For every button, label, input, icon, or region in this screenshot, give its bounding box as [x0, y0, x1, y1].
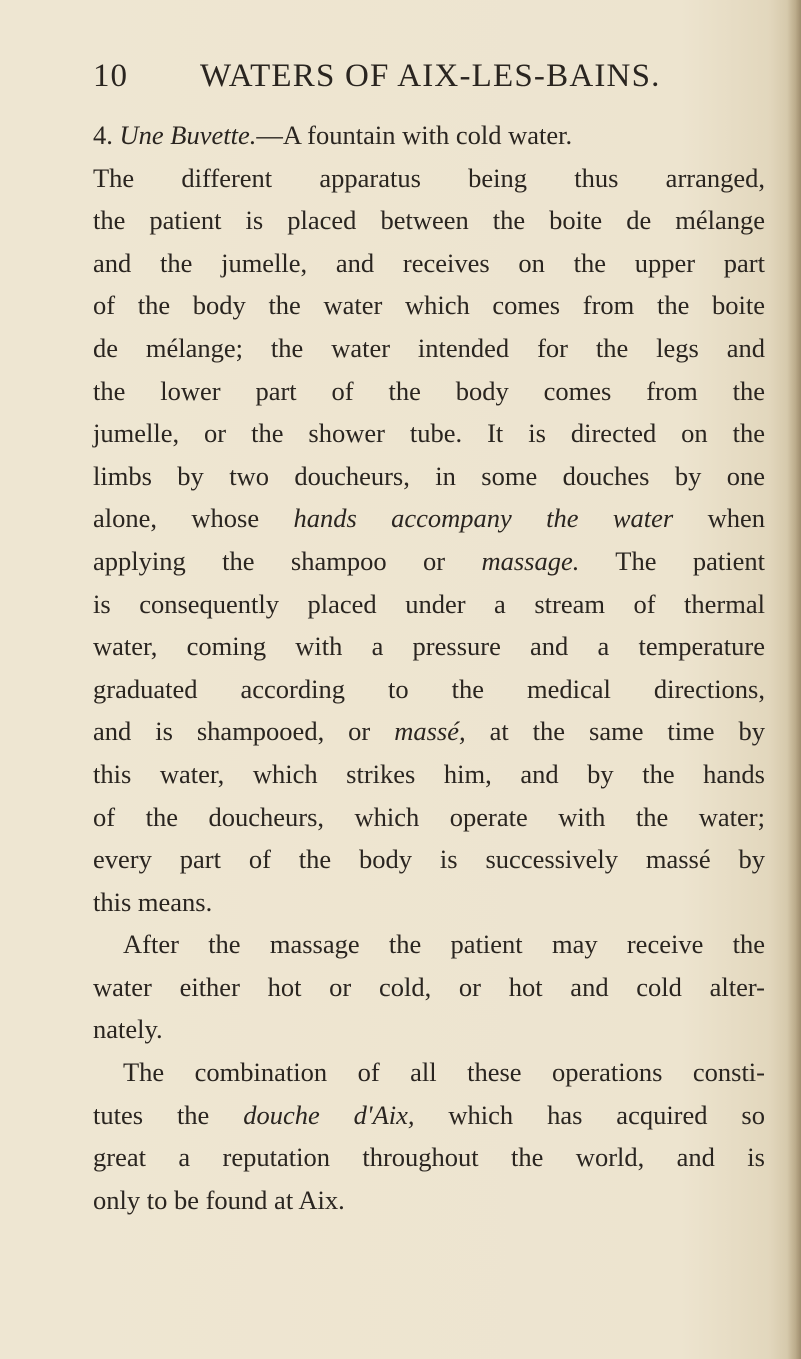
text-run: jumelle, or the shower tube. It is directed on the [93, 418, 765, 449]
text-run: —A fountain with cold water. [256, 120, 573, 150]
text-run: applying the shampoo or [93, 545, 482, 576]
text-line [93, 838, 765, 881]
text-line [93, 157, 765, 200]
text-line [93, 370, 765, 413]
page-header [0, 58, 801, 98]
text-run: the lower part of the body comes from the [93, 375, 765, 406]
text-line [93, 199, 765, 242]
text-line [93, 625, 765, 668]
italic-text-run: hands accompany the water [293, 503, 674, 534]
text-run: tutes the [93, 1099, 244, 1130]
text-run: which has acquired so [414, 1099, 765, 1130]
text-line [93, 583, 765, 626]
text-run: and the jumelle, and receives on the upper part [93, 247, 765, 278]
text-run: of the doucheurs, which operate with the water; [93, 801, 765, 832]
text-line [93, 284, 765, 327]
text-run: only to be found at Aix. [93, 1184, 345, 1215]
text-line [93, 242, 765, 285]
text-run: and is shampooed, or [93, 716, 395, 747]
text-run: is consequently placed under a stream of thermal [93, 588, 765, 619]
text-line [93, 455, 765, 498]
text-line [93, 412, 765, 455]
text-line [93, 668, 765, 711]
text-run: water either hot or cold, or hot and cold alter- [93, 971, 765, 1002]
page-number: 10 [93, 58, 128, 94]
text-run: the patient is placed between the boite de mélange [93, 205, 765, 236]
text-line [93, 796, 765, 839]
text-run: After the massage the patient may receive the [123, 929, 765, 960]
text-run: limbs by two doucheurs, in some douches by one [93, 460, 765, 491]
text-line [93, 1008, 765, 1051]
text-run: graduated according to the medical directions, [93, 673, 765, 704]
page-edge-shadow [787, 0, 801, 1359]
text-line [93, 966, 765, 1009]
italic-text-run: massé, [394, 716, 466, 747]
text-run: water, coming with a pressure and a temperature [93, 631, 765, 662]
text-line [93, 1094, 765, 1137]
text-run: The different apparatus being thus arranged, [93, 162, 765, 193]
italic-text-run: Une Buvette. [119, 120, 257, 150]
text-line [93, 881, 765, 924]
text-line [93, 114, 765, 157]
text-line [93, 327, 765, 370]
text-run: 4. [93, 120, 120, 150]
text-run: The combination of all these operations consti- [123, 1057, 765, 1088]
text-line [93, 1051, 765, 1094]
text-run: every part of the body is successively massé by [93, 844, 765, 875]
text-line [93, 753, 765, 796]
italic-text-run: douche d'Aix, [243, 1099, 415, 1130]
text-run: when [673, 503, 765, 534]
text-run: nately. [93, 1014, 163, 1045]
text-line [93, 1136, 765, 1179]
running-title: WATERS OF AIX-LES-BAINS. [200, 58, 661, 94]
text-run: alone, whose [93, 503, 294, 534]
text-line [93, 710, 765, 753]
text-run: at the same time by [465, 716, 765, 747]
text-run: great a reputation throughout the world, and is [93, 1142, 765, 1173]
text-line [93, 1179, 765, 1222]
text-line [93, 540, 765, 583]
body-text [93, 114, 765, 1221]
text-run: this water, which strikes him, and by the hands [93, 758, 765, 789]
text-line [93, 497, 765, 540]
text-run: of the body the water which comes from the boite [93, 290, 765, 321]
italic-text-run: massage. [481, 545, 580, 576]
text-line [93, 923, 765, 966]
text-run: this means. [93, 886, 213, 917]
text-run: The patient [579, 545, 765, 576]
text-run: de mélange; the water intended for the legs and [93, 332, 765, 363]
